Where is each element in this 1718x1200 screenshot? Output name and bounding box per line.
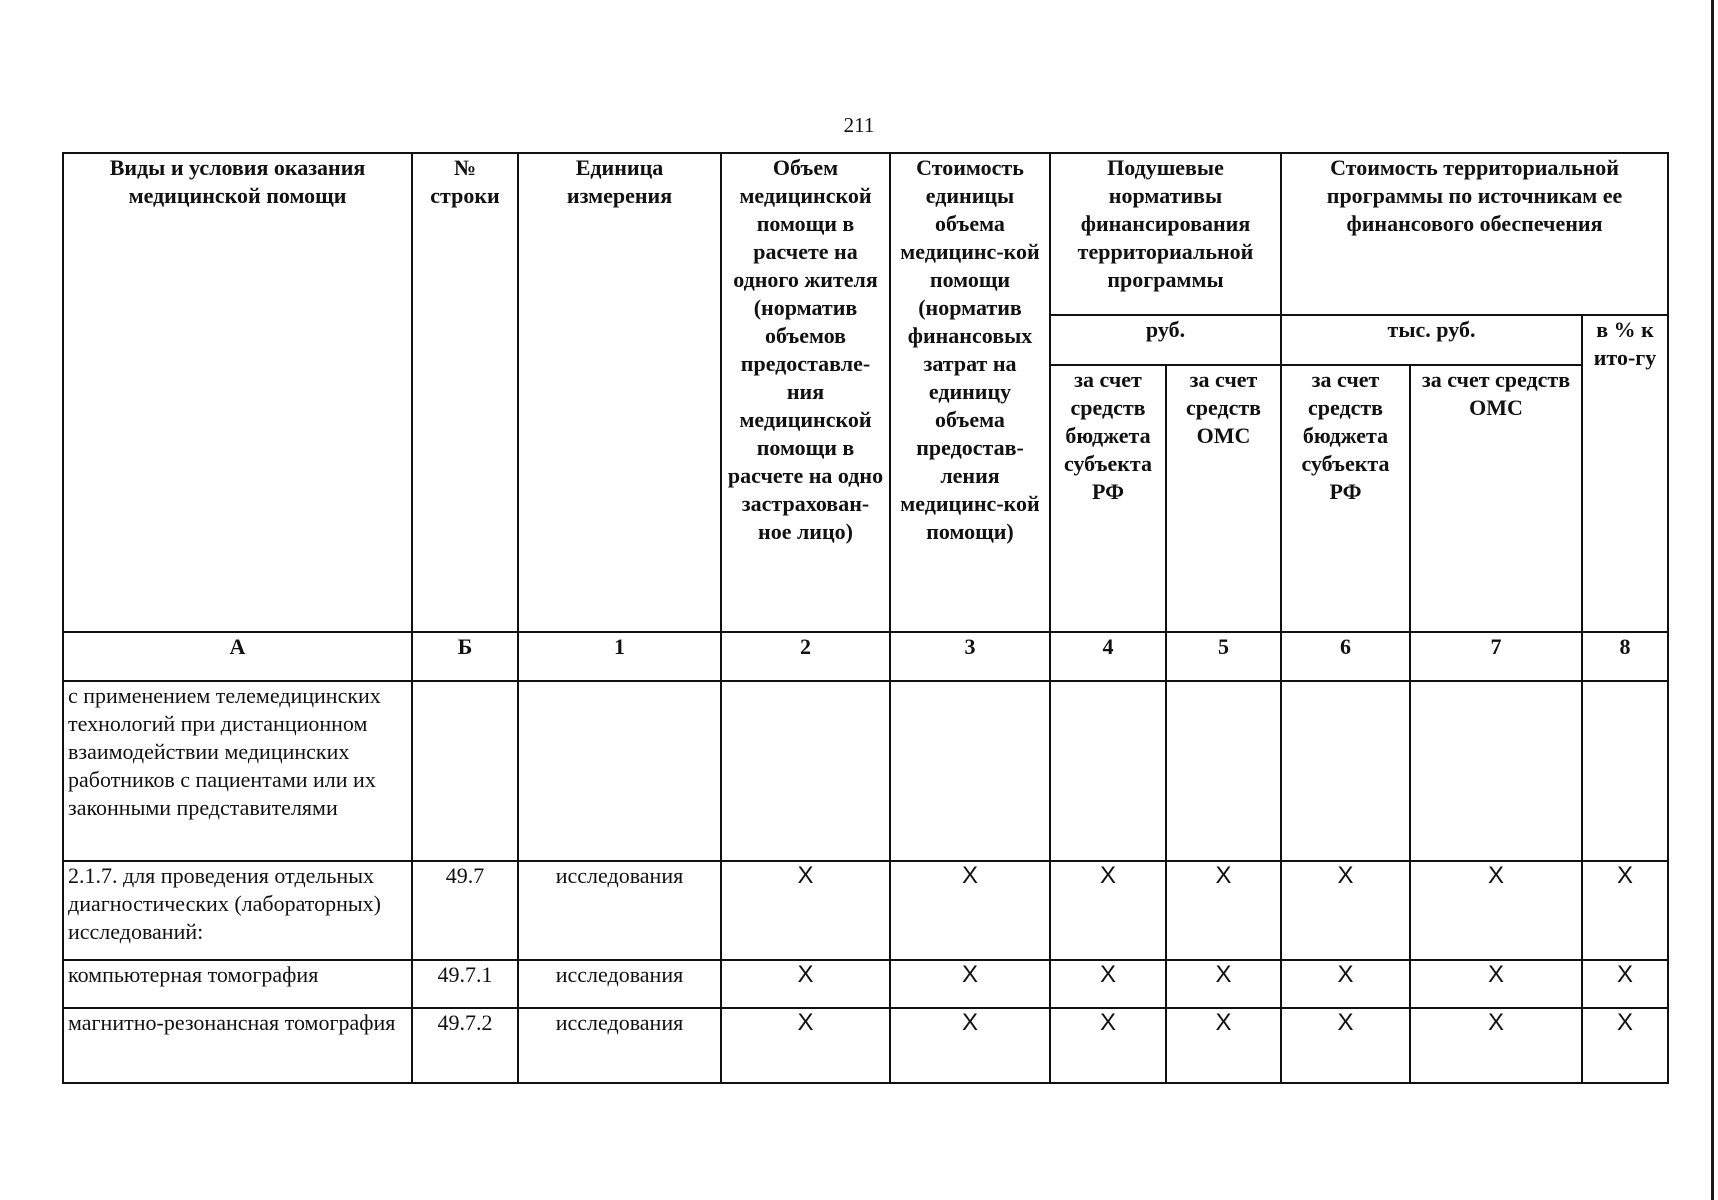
scan-edge (1711, 0, 1714, 1200)
row-name: 2.1.7. для проведения отдельных диагностических (лабораторных) исследований: (63, 861, 412, 960)
row-cell: X (721, 861, 890, 960)
row-cell: X (1281, 861, 1410, 960)
row-cell: X (1050, 960, 1166, 1008)
row-cell (1050, 681, 1166, 861)
row-unit (518, 681, 721, 861)
row-cell: X (721, 1008, 890, 1083)
row-unit: исследования (518, 960, 721, 1008)
index-cell: 6 (1281, 632, 1410, 681)
row-cell (1410, 681, 1582, 861)
row-cell: X (1166, 960, 1281, 1008)
index-row (63, 632, 1668, 681)
header-col-1: Единица измерения (518, 153, 721, 632)
financing-table (62, 152, 1669, 1084)
table-row (63, 861, 1668, 960)
index-cell: 5 (1166, 632, 1281, 681)
row-cell (1166, 681, 1281, 861)
row-cell (1281, 681, 1410, 861)
header-col-2: Объем медицинской помощи в расчете на одного жителя (норматив объемов предоставле-ния медицинской помощи в расчете на одно застрахован-ное лицо) (721, 153, 890, 632)
row-name: с применением телемедицинских технологий при дистанционном взаимодействии медицинских работников с пациентами или их законными представителями (63, 681, 412, 861)
index-cell: 7 (1410, 632, 1582, 681)
row-cell (890, 681, 1050, 861)
header-pct: в % к ито-гу (1582, 315, 1668, 632)
index-cell: 1 (518, 632, 721, 681)
row-cell: X (721, 960, 890, 1008)
row-cell: X (1410, 861, 1582, 960)
index-cell: 8 (1582, 632, 1668, 681)
index-cell: А (63, 632, 412, 681)
row-cell: X (1166, 1008, 1281, 1083)
row-cell: X (1582, 960, 1668, 1008)
row-cell: X (1582, 1008, 1668, 1083)
header-col-3: Стоимость единицы объема медицинс-кой помощи (норматив финансовых затрат на единицу объема предостав-ления медицинс-кой помощи) (890, 153, 1050, 632)
header-col-b: № строки (412, 153, 518, 632)
row-number: 49.7 (412, 861, 518, 960)
table-row (63, 1008, 1668, 1083)
row-cell: X (890, 861, 1050, 960)
header-col-a: Виды и условия оказания медицинской помощи (63, 153, 412, 632)
row-cell: X (1050, 1008, 1166, 1083)
table-row (63, 960, 1668, 1008)
row-unit: исследования (518, 861, 721, 960)
row-cell: X (1166, 861, 1281, 960)
index-cell: 2 (721, 632, 890, 681)
header-thous-rub: тыс. руб. (1281, 315, 1582, 365)
index-cell: Б (412, 632, 518, 681)
row-name: магнитно-резонансная томография (63, 1008, 412, 1083)
row-cell: X (1281, 1008, 1410, 1083)
header-cost-group: Стоимость территориальной программы по источникам ее финансового обеспечения (1281, 153, 1668, 315)
header-row-1 (63, 153, 1668, 315)
table-row (63, 681, 1668, 861)
header-col-4: за счет средств бюджета субъекта РФ (1050, 365, 1166, 632)
row-name: компьютерная томография (63, 960, 412, 1008)
header-col-6: за счет средств бюджета субъекта РФ (1281, 365, 1410, 632)
row-cell: X (1281, 960, 1410, 1008)
row-cell: X (1050, 861, 1166, 960)
index-cell: 4 (1050, 632, 1166, 681)
index-cell: 3 (890, 632, 1050, 681)
row-cell: X (1582, 861, 1668, 960)
row-number: 49.7.2 (412, 1008, 518, 1083)
row-cell: X (890, 1008, 1050, 1083)
row-cell (721, 681, 890, 861)
row-cell (1582, 681, 1668, 861)
page-number: 211 (843, 113, 875, 137)
header-col-5: за счет средств ОМС (1166, 365, 1281, 632)
row-cell: X (1410, 1008, 1582, 1083)
header-rub: руб. (1050, 315, 1281, 365)
header-col-7: за счет средств ОМС (1410, 365, 1582, 632)
header-per-capita-group: Подушевые нормативы финансирования территориальной программы (1050, 153, 1281, 315)
row-number: 49.7.1 (412, 960, 518, 1008)
row-unit: исследования (518, 1008, 721, 1083)
row-cell: X (1410, 960, 1582, 1008)
row-cell: X (890, 960, 1050, 1008)
row-number (412, 681, 518, 861)
